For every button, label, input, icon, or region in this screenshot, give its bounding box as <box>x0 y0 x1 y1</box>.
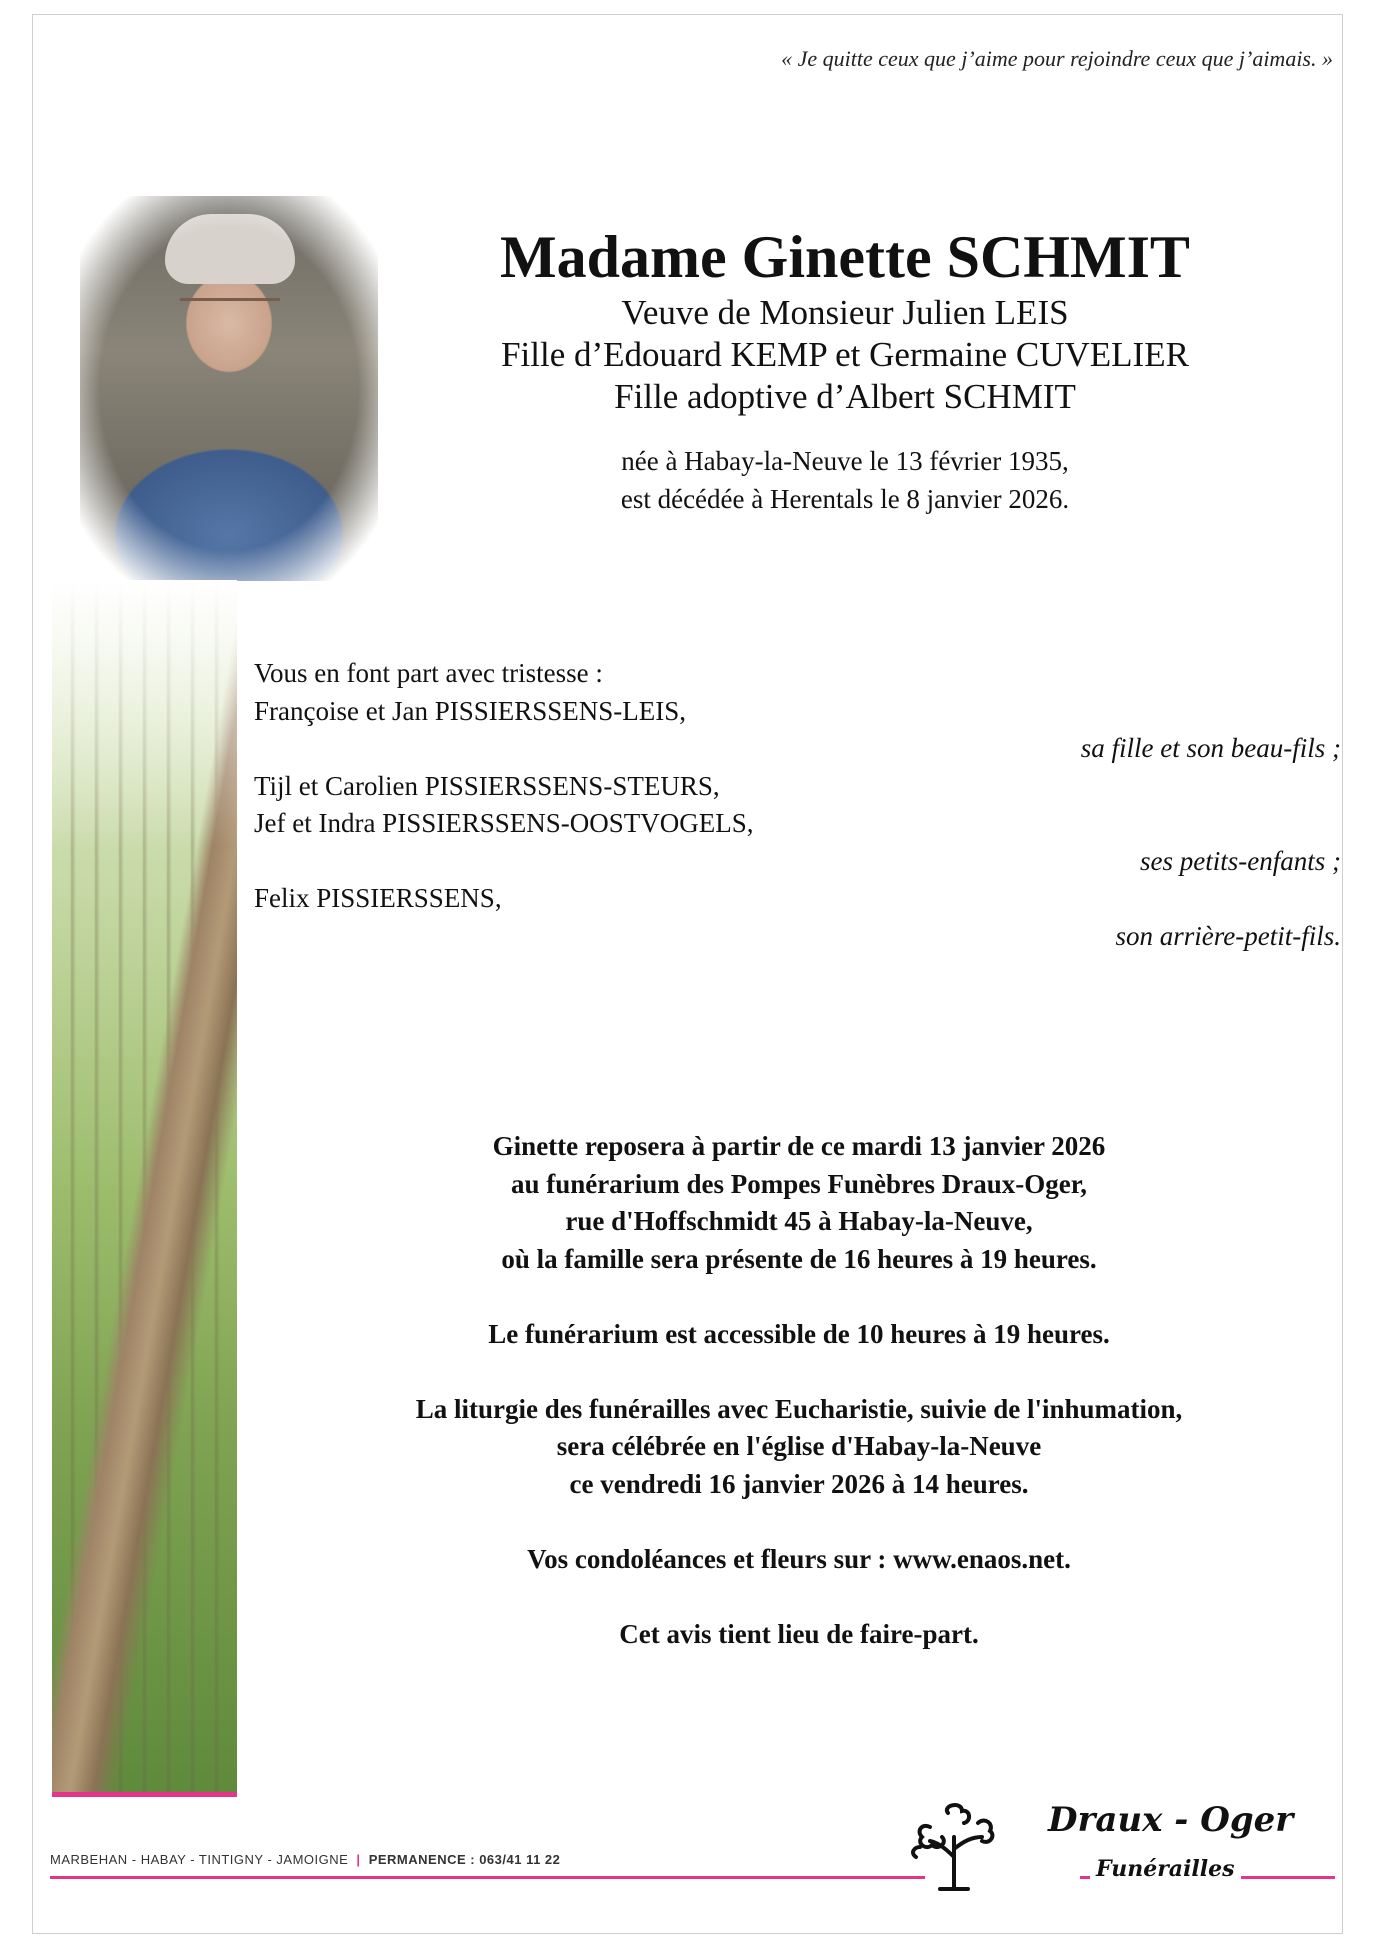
epigraph-quote: « Je quitte ceux que j’aime pour rejoindre ceux que j’aimais. » <box>781 46 1333 71</box>
family-member: Françoise et Jan PISSIERSSENS-LEIS, <box>254 695 686 726</box>
portrait-photo <box>80 196 378 581</box>
family-role: son arrière-petit-fils. <box>1115 920 1341 951</box>
family-role: ses petits-enfants ; <box>1140 845 1341 876</box>
footer-accent-line <box>50 1876 925 1879</box>
family-member: Tijl et Carolien PISSIERSSENS-STEURS, <box>254 770 720 801</box>
family-role: sa fille et son beau-fils ; <box>1080 733 1341 763</box>
deceased-name: Madame Ginette SCHMIT <box>500 224 1190 290</box>
relation-line: Fille adoptive d’Albert SCHMIT <box>614 377 1076 416</box>
info-line: Ginette reposera à partir de ce mardi 13 janvier 2026 <box>492 1131 1106 1161</box>
brand-name: Draux - Oger <box>1048 1800 1294 1840</box>
footer-locations: MARBEHAN - HABAY - TINTIGNY - JAMOIGNE <box>50 1852 349 1867</box>
dates-block <box>390 442 1300 518</box>
footer-contact <box>50 1852 560 1867</box>
deceased-header <box>390 222 1300 518</box>
info-line: où la famille sera présente de 16 heures à 19 heures. <box>501 1243 1097 1274</box>
family-member: Felix PISSIERSSENS, <box>254 883 502 913</box>
info-line: rue d'Hoffschmidt 45 à Habay-la-Neuve, <box>565 1206 1033 1236</box>
relation-line: Fille d’Edouard KEMP et Germaine CUVELIER <box>501 335 1189 374</box>
notice-line: Cet avis tient lieu de faire-part. <box>619 1618 979 1649</box>
info-line: sera célébrée en l'église d'Habay-la-Neuve <box>556 1431 1042 1461</box>
family-list <box>254 655 1350 955</box>
funeral-info <box>254 1128 1344 1653</box>
portrait-hair <box>165 214 295 284</box>
relation-line: Veuve de Monsieur Julien LEIS <box>621 293 1069 332</box>
family-member: Jef et Indra PISSIERSSENS-OOSTVOGELS, <box>254 808 754 838</box>
condolences-line: Vos condoléances et fleurs sur : www.enaos.net. <box>527 1543 1071 1574</box>
info-line: Le funérarium est accessible de 10 heures à 19 heures. <box>488 1318 1110 1349</box>
footer-permanence: PERMANENCE : 063/41 11 22 <box>368 1852 561 1867</box>
tree-logo-icon <box>900 1797 1008 1893</box>
family-intro: Vous en font part avec tristesse : <box>254 658 603 688</box>
brand-subtitle: Funérailles <box>1090 1856 1241 1882</box>
info-line: ce vendredi 16 janvier 2026 à 14 heures. <box>569 1468 1029 1499</box>
birth-line: née à Habay-la-Neuve le 13 février 1935, <box>621 446 1069 476</box>
forest-accent-line <box>52 1792 237 1797</box>
portrait-glasses <box>180 298 280 321</box>
forest-path-image <box>52 580 237 1792</box>
footer-separator: | <box>356 1852 361 1867</box>
info-line: La liturgie des funérailles avec Eucharistie, suivie de l'inhumation, <box>415 1393 1183 1424</box>
info-line: au funérarium des Pompes Funèbres Draux-Oger, <box>511 1168 1087 1199</box>
death-line: est décédée à Herentals le 8 janvier 2026. <box>620 484 1070 514</box>
